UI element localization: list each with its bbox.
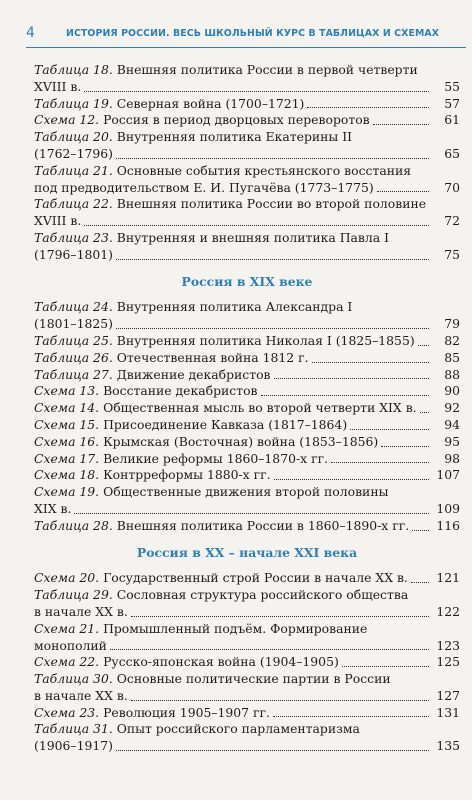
- entry-page-number: 121: [436, 570, 460, 586]
- toc-entry-line: [34, 705, 460, 722]
- entry-page-number: 88: [444, 366, 460, 382]
- entry-kind: Схема 16.: [34, 433, 100, 449]
- entry-title: Присоединение Кавказа (1817–1864): [103, 416, 348, 432]
- entry-page-number: 98: [444, 450, 460, 466]
- toc-entry: [34, 705, 460, 722]
- toc-entry-line: [34, 501, 460, 518]
- entry-title: Внешняя политика России в 1860–1890-х гг.: [116, 517, 410, 533]
- toc-entry: [34, 367, 460, 384]
- toc-entry-line: [34, 654, 460, 671]
- entry-kind: Схема 22.: [34, 654, 100, 670]
- toc-entry-line: [34, 62, 460, 79]
- toc-entry-line: [34, 299, 460, 316]
- leader-dots: [274, 479, 429, 480]
- toc-entry-line: [34, 79, 460, 96]
- entry-page-number: 123: [436, 637, 460, 653]
- entry-text: [34, 451, 328, 468]
- table-of-contents: [34, 62, 460, 755]
- toc-entry: [34, 196, 460, 230]
- leader-dots: [116, 328, 429, 329]
- entry-kind: Таблица 23.: [34, 229, 113, 245]
- leader-dots: [307, 107, 429, 108]
- toc-entry-line: [34, 146, 460, 163]
- entry-text: [34, 654, 339, 671]
- entry-kind: Таблица 18.: [34, 62, 113, 77]
- entry-kind: Таблица 26.: [34, 349, 113, 365]
- entry-kind: Таблица 29.: [34, 587, 113, 603]
- leader-dots: [350, 429, 429, 430]
- entry-title: Основные политические партии в России: [116, 671, 391, 687]
- entry-title-cont: (1762–1796): [34, 145, 113, 161]
- toc-entry-line: [34, 367, 460, 384]
- entry-title: Промышленный подъём. Формирование: [103, 620, 368, 636]
- entry-kind: Таблица 20.: [34, 129, 113, 145]
- entry-title-cont: XVIII в.: [34, 78, 82, 94]
- toc-entry-line: [34, 316, 460, 333]
- entry-title-cont: XVIII в.: [34, 213, 82, 229]
- leader-dots: [261, 395, 429, 396]
- toc-entry: [34, 467, 460, 484]
- running-header: [26, 22, 468, 44]
- toc-entry-line: [34, 417, 460, 434]
- toc-entry-line: [34, 333, 460, 350]
- toc-entry: [34, 518, 460, 535]
- toc-group-2: [34, 299, 460, 534]
- entry-title-cont: в начале XX в.: [34, 603, 128, 619]
- entry-page-number: 61: [444, 112, 460, 128]
- entry-text: [34, 333, 415, 350]
- leader-dots: [418, 345, 429, 346]
- toc-entry-line: [34, 383, 460, 400]
- toc-entry-line: [34, 621, 460, 638]
- toc-entry: [34, 434, 460, 451]
- toc-entry: [34, 587, 460, 621]
- toc-entry-line: [34, 213, 460, 230]
- toc-entry: [34, 96, 460, 113]
- entry-kind: Схема 21.: [34, 620, 100, 636]
- entry-kind: Схема 18.: [34, 467, 100, 483]
- entry-page-number: 135: [436, 738, 460, 754]
- toc-entry: [34, 417, 460, 434]
- entry-title: Движение декабристов: [116, 366, 271, 382]
- entry-title: Восстание декабристов: [103, 383, 258, 399]
- toc-entry-line: [34, 350, 460, 367]
- entry-title: Великие реформы 1860–1870-х гг.: [103, 450, 328, 466]
- toc-entry: [34, 451, 460, 468]
- leader-dots: [312, 362, 429, 363]
- toc-entry-line: [34, 451, 460, 468]
- leader-dots: [411, 582, 429, 583]
- leader-dots: [381, 446, 429, 447]
- toc-group-1: [34, 62, 460, 264]
- toc-entry-line: [34, 400, 460, 417]
- toc-entry: [34, 163, 460, 197]
- entry-title-cont: монополий: [34, 637, 107, 653]
- toc-entry-line: [34, 688, 460, 705]
- entry-page-number: 70: [444, 179, 460, 195]
- entry-kind: Таблица 27.: [34, 366, 113, 382]
- entry-page-number: 131: [436, 704, 460, 720]
- entry-kind: Схема 23.: [34, 704, 100, 720]
- leader-dots: [331, 462, 429, 463]
- entry-text: [34, 570, 408, 587]
- entry-title: Контрреформы 1880-х гг.: [103, 467, 271, 483]
- entry-text: [34, 367, 271, 384]
- toc-entry-line: [34, 518, 460, 535]
- leader-dots: [116, 259, 429, 260]
- page-number: 4: [26, 25, 35, 41]
- toc-entry-line: [34, 180, 460, 197]
- entry-page-number: 57: [444, 95, 460, 111]
- entry-text: [34, 705, 270, 722]
- entry-title: Отечественная война 1812 г.: [116, 349, 309, 365]
- entry-title: Внутренняя политика Екатерины II: [116, 129, 353, 145]
- toc-entry-line: [34, 587, 460, 604]
- entry-kind: Схема 19.: [34, 484, 100, 500]
- entry-kind: Таблица 28.: [34, 517, 113, 533]
- entry-page-number: 92: [444, 400, 460, 416]
- entry-title: Опыт российского парламентаризма: [116, 721, 360, 737]
- entry-title-cont: в начале XX в.: [34, 687, 128, 703]
- section-title-xix: Россия в XIX веке: [181, 273, 313, 289]
- entry-kind: Таблица 19.: [34, 95, 113, 111]
- entry-page-number: 95: [444, 433, 460, 449]
- toc-entry: [34, 654, 460, 671]
- entry-kind: Схема 14.: [34, 400, 100, 416]
- entry-title: Сословная структура российского общества: [116, 587, 409, 603]
- toc-entry-line: [34, 570, 460, 587]
- leader-dots: [412, 530, 429, 531]
- toc-entry-line: [34, 638, 460, 655]
- toc-entry: [34, 299, 460, 333]
- entry-title: Внутренняя политика Александра I: [116, 299, 353, 315]
- entry-kind: Таблица 22.: [34, 196, 113, 212]
- entry-title-cont: XIX в.: [34, 500, 72, 516]
- entry-text: [34, 434, 378, 451]
- entry-title: Внешняя политика России во второй половине: [116, 196, 427, 212]
- toc-entry: [34, 333, 460, 350]
- entry-text: [34, 518, 409, 535]
- leader-dots: [131, 700, 429, 701]
- toc-entry: [34, 400, 460, 417]
- entry-title: Северная война (1700–1721): [116, 95, 305, 111]
- toc-entry-line: [34, 112, 460, 129]
- entry-text: [34, 400, 417, 417]
- leader-dots: [373, 124, 429, 125]
- entry-text: [34, 96, 304, 113]
- toc-entry-line: [34, 738, 460, 755]
- entry-kind: Схема 13.: [34, 383, 100, 399]
- toc-entry-line: [34, 129, 460, 146]
- toc-entry: [34, 112, 460, 129]
- toc-entry-line: [34, 163, 460, 180]
- entry-title-cont: под предводительством Е. И. Пугачёва (1773–1775): [34, 179, 374, 195]
- leader-dots: [377, 191, 429, 192]
- entry-text: [34, 112, 370, 129]
- entry-title: Государственный строй России в начале XX в.: [103, 570, 408, 586]
- entry-page-number: 82: [444, 332, 460, 348]
- entry-page-number: 90: [444, 383, 460, 399]
- toc-entry-line: [34, 484, 460, 501]
- toc-entry: [34, 570, 460, 587]
- entry-page-number: 127: [436, 687, 460, 703]
- toc-entry-line: [34, 196, 460, 213]
- toc-entry-line: [34, 721, 460, 738]
- toc-entry: [34, 383, 460, 400]
- entry-page-number: 125: [436, 654, 460, 670]
- entry-title: Внутренняя и внешняя политика Павла I: [116, 229, 389, 245]
- entry-page-number: 75: [444, 246, 460, 262]
- toc-entry: [34, 721, 460, 755]
- leader-dots: [273, 716, 429, 717]
- entry-kind: Таблица 24.: [34, 299, 113, 315]
- entry-page-number: 122: [436, 603, 460, 619]
- entry-page-number: 94: [444, 416, 460, 432]
- entry-title-cont: (1796–1801): [34, 246, 113, 262]
- toc-entry-line: [34, 671, 460, 688]
- toc-entry: [34, 129, 460, 163]
- entry-kind: Таблица 30.: [34, 671, 113, 687]
- entry-page-number: 107: [436, 467, 460, 483]
- entry-page-number: 116: [436, 517, 460, 533]
- toc-entry: [34, 671, 460, 705]
- entry-title: Россия в период дворцовых переворотов: [103, 112, 370, 128]
- entry-kind: Таблица 31.: [34, 721, 113, 737]
- entry-kind: Схема 12.: [34, 112, 100, 128]
- entry-title: Основные события крестьянского восстания: [116, 162, 412, 178]
- leader-dots: [116, 750, 429, 751]
- entry-kind: Таблица 21.: [34, 162, 113, 178]
- entry-title: Русско-японская война (1904–1905): [103, 654, 339, 670]
- entry-title: Внутренняя политика Николая I (1825–1855): [116, 332, 415, 348]
- entry-title: Крымская (Восточная) война (1853–1856): [103, 433, 379, 449]
- toc-entry: [34, 230, 460, 264]
- leader-dots: [84, 225, 429, 226]
- toc-entry: [34, 484, 460, 518]
- toc-entry-line: [34, 230, 460, 247]
- running-title: ИСТОРИЯ РОССИИ. ВЕСЬ ШКОЛЬНЫЙ КУРС В ТАБЛИЦАХ И СХЕМАХ: [66, 27, 440, 39]
- entry-kind: Схема 17.: [34, 450, 100, 466]
- entry-text: [34, 383, 258, 400]
- toc-group-3: [34, 570, 460, 755]
- entry-kind: Схема 20.: [34, 570, 100, 586]
- leader-dots: [116, 158, 429, 159]
- toc-entry-line: [34, 96, 460, 113]
- leader-dots: [342, 666, 429, 667]
- entry-title: Общественные движения второй половины: [103, 484, 389, 500]
- entry-title-cont: (1906–1917): [34, 738, 113, 754]
- toc-entry-line: [34, 434, 460, 451]
- toc-entry: [34, 621, 460, 655]
- entry-page-number: 65: [444, 145, 460, 161]
- leader-dots: [131, 616, 429, 617]
- leader-dots: [84, 91, 429, 92]
- entry-page-number: 79: [444, 316, 460, 332]
- toc-entry-line: [34, 604, 460, 621]
- header-rule: [26, 47, 466, 48]
- leader-dots: [74, 513, 429, 514]
- entry-text: [34, 417, 347, 434]
- toc-entry: [34, 350, 460, 367]
- entry-text: [34, 467, 271, 484]
- entry-page-number: 55: [444, 78, 460, 94]
- entry-kind: Таблица 25.: [34, 332, 113, 348]
- section-title-xx: Россия в XX – начале XXI века: [136, 544, 358, 560]
- leader-dots: [274, 378, 429, 379]
- entry-page-number: 85: [444, 349, 460, 365]
- entry-kind: Схема 15.: [34, 416, 100, 432]
- toc-entry-line: [34, 467, 460, 484]
- entry-title: Внешняя политика России в первой четверти: [116, 62, 418, 77]
- leader-dots: [110, 649, 429, 650]
- toc-entry-line: [34, 247, 460, 264]
- entry-page-number: 109: [436, 500, 460, 516]
- entry-page-number: 72: [444, 213, 460, 229]
- entry-title: Общественная мысль во второй четверти XIX в.: [103, 400, 417, 416]
- toc-entry: [34, 62, 460, 96]
- entry-text: [34, 350, 309, 367]
- entry-title-cont: (1801–1825): [34, 316, 113, 332]
- entry-title: Революция 1905–1907 гг.: [103, 704, 270, 720]
- leader-dots: [420, 412, 429, 413]
